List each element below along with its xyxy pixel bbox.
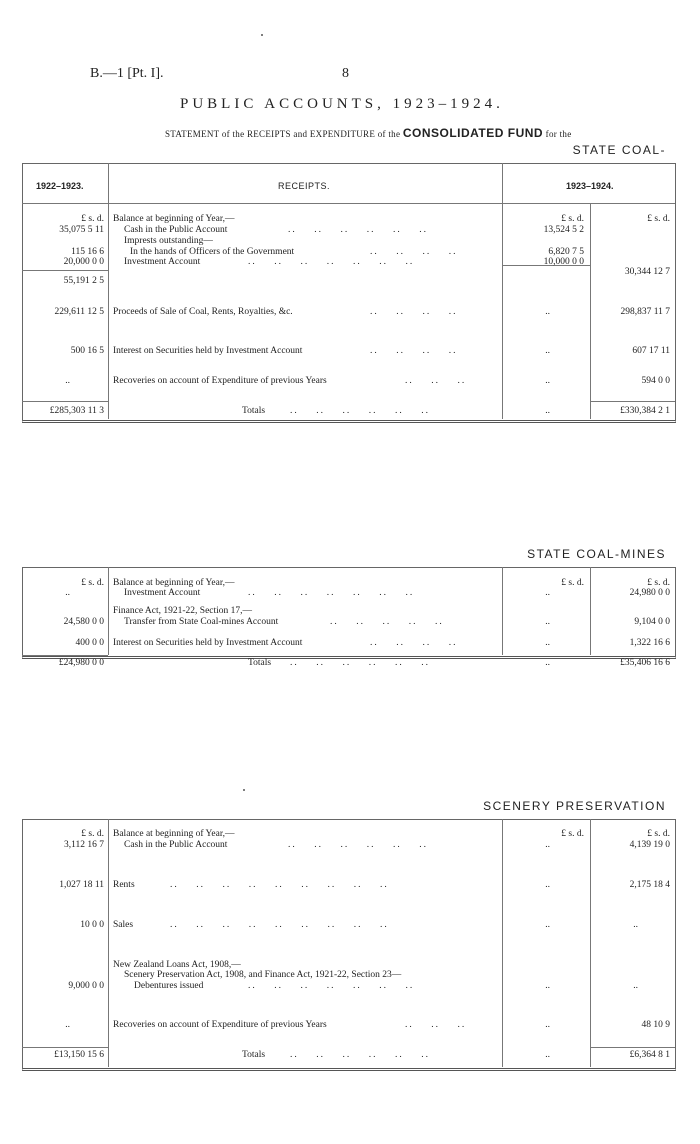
row-description: New Zealand Loans Act, 1908,— bbox=[113, 960, 241, 970]
sub-amount: .. bbox=[545, 617, 550, 627]
prev-amount: 9,000 0 0 bbox=[68, 981, 104, 991]
sub-amount: .. bbox=[545, 638, 550, 648]
prev-amount: 24,580 0 0 bbox=[63, 617, 104, 627]
divider bbox=[108, 163, 109, 419]
leader-dots: .. .. .. .. .. bbox=[330, 617, 444, 627]
prev-amount: 20,000 0 0 bbox=[63, 257, 104, 267]
row-description: Finance Act, 1921-22, Section 17,— bbox=[113, 606, 253, 616]
sub-amount: £ s. d. bbox=[561, 214, 584, 224]
statement-text: STATEMENT of the RECEIPTS and EXPENDITURE of the bbox=[165, 129, 401, 139]
header-rule bbox=[22, 203, 675, 204]
section-heading-state-coal-mines: STATE COAL-MINES bbox=[527, 547, 666, 561]
row-description: Investment Account bbox=[124, 257, 201, 267]
row-description: Scenery Preservation Act, 1908, and Finance Act, 1921-22, Section 23— bbox=[124, 970, 402, 980]
curr-total: £6,364 8 1 bbox=[629, 1050, 670, 1060]
total-amount: £ s. d. bbox=[647, 829, 670, 839]
leader-dots: .. .. .. .. bbox=[370, 638, 458, 648]
prev-amount: .. bbox=[65, 588, 70, 598]
page-number: 8 bbox=[342, 66, 349, 81]
sub-amount: .. bbox=[545, 920, 550, 930]
prev-amount: 10 0 0 bbox=[80, 920, 104, 930]
total-amount: 30,344 12 7 bbox=[624, 267, 670, 277]
row-description: Cash in the Public Account bbox=[124, 225, 228, 235]
sub-amount: .. bbox=[545, 1050, 550, 1060]
sub-amount: £ s. d. bbox=[561, 578, 584, 588]
fund-name: CONSOLIDATED FUND bbox=[402, 126, 544, 140]
leader-dots: .. .. .. .. .. .. bbox=[290, 406, 430, 416]
col-header-prev-year: 1922–1923. bbox=[36, 181, 84, 191]
row-description: Interest on Securities held by Investment Account bbox=[113, 638, 303, 648]
leader-dots: .. .. .. .. .. .. .. bbox=[248, 588, 415, 598]
subtotal-rule bbox=[22, 270, 108, 271]
leader-dots: .. .. .. .. bbox=[370, 247, 458, 257]
section-heading-scenery-preservation: SCENERY PRESERVATION bbox=[483, 799, 666, 813]
totals-label: Totals bbox=[248, 658, 272, 668]
total-rule bbox=[590, 401, 675, 402]
col-header-receipts: RECEIPTS. bbox=[278, 181, 331, 191]
row-description: Cash in the Public Account bbox=[124, 840, 228, 850]
prev-amount: 400 0 0 bbox=[75, 638, 104, 648]
leader-dots: .. .. .. bbox=[405, 1020, 467, 1030]
total-amount: 24,980 0 0 bbox=[629, 588, 670, 598]
sub-amount: .. bbox=[545, 658, 550, 668]
sub-amount: .. bbox=[545, 1020, 550, 1030]
leader-dots: .. .. .. .. .. .. .. bbox=[248, 981, 415, 991]
sub-amount: .. bbox=[545, 406, 550, 416]
sub-amount: .. bbox=[545, 880, 550, 890]
ink-speck bbox=[261, 34, 263, 36]
statement-line bbox=[165, 126, 572, 140]
total-rule bbox=[22, 1047, 108, 1048]
page-title: PUBLIC ACCOUNTS, 1923–1924. bbox=[180, 96, 504, 112]
row-description: Recoveries on account of Expenditure of previous Years bbox=[113, 376, 327, 386]
total-rule bbox=[590, 1047, 675, 1048]
row-description: Interest on Securities held by Investment Account bbox=[113, 346, 303, 356]
prev-total: £24,980 0 0 bbox=[58, 658, 104, 668]
sub-amount: .. bbox=[545, 307, 550, 317]
row-description: Balance at beginning of Year,— bbox=[113, 829, 235, 839]
prev-amount: 229,611 12 5 bbox=[54, 307, 104, 317]
prev-total: £13,150 15 6 bbox=[54, 1050, 104, 1060]
prev-total: £285,303 11 3 bbox=[49, 406, 104, 416]
sub-amount: 10,000 0 0 bbox=[543, 257, 584, 267]
row-description: Imprests outstanding— bbox=[124, 236, 213, 246]
prev-amount: .. bbox=[65, 376, 70, 386]
leader-dots: .. .. .. .. bbox=[370, 307, 458, 317]
total-amount: £ s. d. bbox=[647, 214, 670, 224]
leader-dots: .. .. .. .. .. .. .. bbox=[248, 257, 415, 267]
total-amount: 4,139 19 0 bbox=[629, 840, 670, 850]
total-amount: 9,104 0 0 bbox=[634, 617, 670, 627]
sub-amount: 13,524 5 2 bbox=[543, 225, 584, 235]
prev-amount: £ s. d. bbox=[81, 829, 104, 839]
total-amount: 2,175 18 4 bbox=[629, 880, 670, 890]
prev-amount: .. bbox=[65, 1020, 70, 1030]
prev-amount: 115 16 6 bbox=[71, 247, 104, 257]
total-amount: £ s. d. bbox=[647, 578, 670, 588]
leader-dots: .. .. .. .. .. .. bbox=[288, 840, 428, 850]
row-description: Transfer from State Coal-mines Account bbox=[124, 617, 279, 627]
sub-amount: .. bbox=[545, 346, 550, 356]
curr-total: £35,406 16 6 bbox=[620, 658, 670, 668]
total-rule bbox=[22, 401, 108, 402]
leader-dots: .. .. .. .. .. .. .. .. .. bbox=[170, 880, 389, 890]
leader-dots: .. .. .. bbox=[405, 376, 467, 386]
leader-dots: .. .. .. .. .. .. .. .. .. bbox=[170, 920, 389, 930]
totals-label: Totals bbox=[242, 406, 266, 416]
totals-label: Totals bbox=[242, 1050, 266, 1060]
total-amount: 1,322 16 6 bbox=[629, 638, 670, 648]
prev-amount: £ s. d. bbox=[81, 578, 104, 588]
total-rule bbox=[22, 655, 108, 656]
prev-amount: 55,191 2 5 bbox=[63, 276, 104, 286]
prev-amount: 1,027 18 11 bbox=[59, 880, 104, 890]
page-reference: B.—1 [Pt. I]. bbox=[90, 66, 164, 81]
prev-amount: 3,112 16 7 bbox=[63, 840, 104, 850]
row-description: Debentures issued bbox=[134, 981, 204, 991]
row-description: Proceeds of Sale of Coal, Rents, Royalties, &c. bbox=[113, 307, 293, 317]
leader-dots: .. .. .. .. bbox=[370, 346, 458, 356]
divider bbox=[108, 819, 109, 1067]
row-description: Balance at beginning of Year,— bbox=[113, 214, 235, 224]
prev-amount: 35,075 5 11 bbox=[59, 225, 104, 235]
sub-amount: .. bbox=[545, 840, 550, 850]
section-heading-state-coal: STATE COAL- bbox=[572, 143, 666, 157]
row-description: Rents bbox=[113, 880, 135, 890]
divider bbox=[108, 567, 109, 655]
section3-table bbox=[22, 819, 676, 1071]
prev-amount: £ s. d. bbox=[81, 214, 104, 224]
total-amount: 594 0 0 bbox=[641, 376, 670, 386]
prev-amount: 500 16 5 bbox=[70, 346, 104, 356]
row-description: Balance at beginning of Year,— bbox=[113, 578, 235, 588]
ink-speck bbox=[243, 789, 245, 791]
leader-dots: .. .. .. .. .. .. bbox=[290, 658, 430, 668]
total-amount: 298,837 11 7 bbox=[620, 307, 670, 317]
col-header-curr-year: 1923–1924. bbox=[566, 181, 614, 191]
for-the-text: for the bbox=[545, 129, 572, 139]
sub-amount: .. bbox=[545, 376, 550, 386]
row-description: Recoveries on account of Expenditure of previous Years bbox=[113, 1020, 327, 1030]
row-description: In the hands of Officers of the Government bbox=[130, 247, 295, 257]
leader-dots: .. .. .. .. .. .. bbox=[288, 225, 428, 235]
sub-amount: 6,820 7 5 bbox=[548, 247, 584, 257]
total-amount: 48 10 9 bbox=[641, 1020, 670, 1030]
row-description: Investment Account bbox=[124, 588, 201, 598]
leader-dots: .. .. .. .. .. .. bbox=[290, 1050, 430, 1060]
row-description: Sales bbox=[113, 920, 134, 930]
total-amount: .. bbox=[633, 920, 638, 930]
sub-amount: .. bbox=[545, 981, 550, 991]
total-amount: 607 17 11 bbox=[632, 346, 670, 356]
sub-amount: .. bbox=[545, 588, 550, 598]
curr-total: £330,384 2 1 bbox=[620, 406, 670, 416]
total-amount: .. bbox=[633, 981, 638, 991]
sub-amount: £ s. d. bbox=[561, 829, 584, 839]
